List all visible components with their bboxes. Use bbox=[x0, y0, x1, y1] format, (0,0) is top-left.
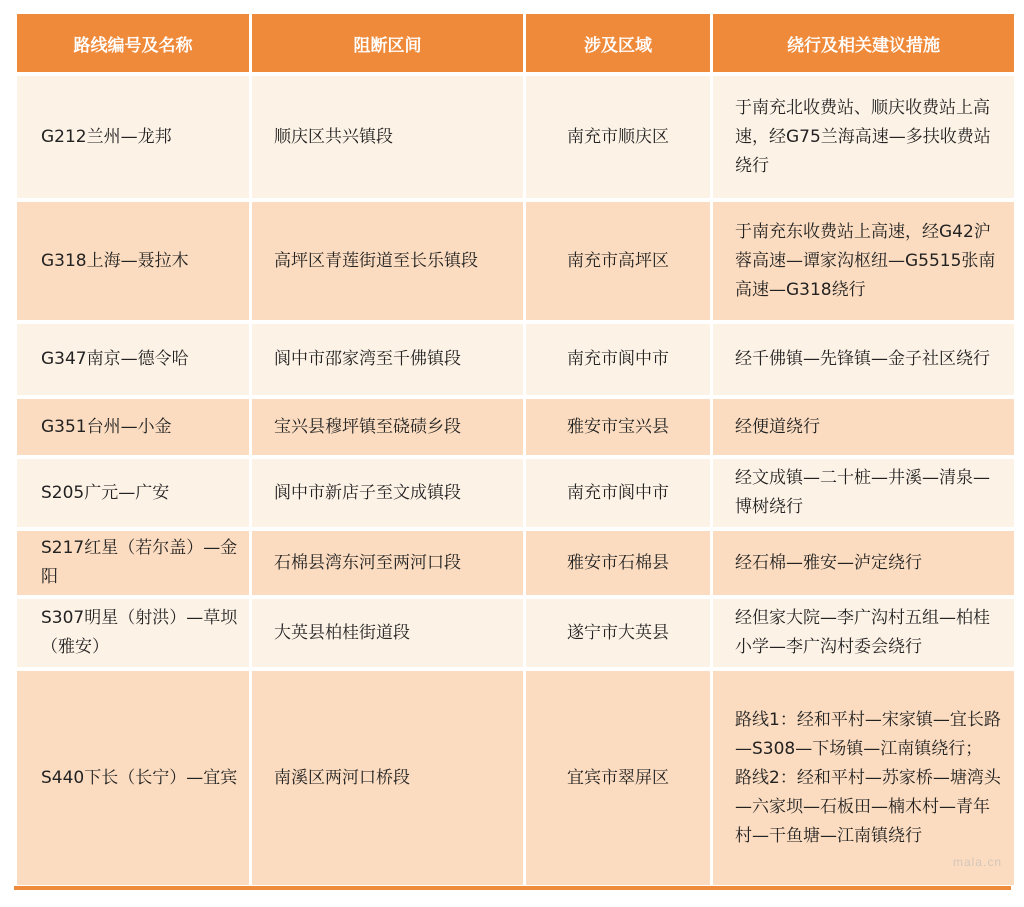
cell-detour: 于南充东收费站上高速，经G42沪蓉高速—谭家沟枢纽—G5515张南高速—G318绕行 bbox=[713, 202, 1014, 324]
cell-section: 阆中市邵家湾至千佛镇段 bbox=[252, 324, 523, 399]
table-row bbox=[17, 531, 1014, 599]
cell-route: G351台州—小金 bbox=[17, 399, 249, 459]
cell-route: S217红星（若尔盖）—金阳 bbox=[17, 531, 249, 599]
cell-area: 南充市高坪区 bbox=[526, 202, 710, 324]
cell-detour: 经石棉—雅安—泸定绕行 bbox=[713, 531, 1014, 599]
table-row bbox=[17, 76, 1014, 202]
header-detour: 绕行及相关建议措施 bbox=[713, 14, 1014, 76]
cell-route: G212兰州—龙邦 bbox=[17, 76, 249, 202]
cell-area: 宜宾市翠屏区 bbox=[526, 671, 710, 889]
cell-detour: 经便道绕行 bbox=[713, 399, 1014, 459]
cell-detour: 经但家大院—李广沟村五组—柏桂小学—李广沟村委会绕行 bbox=[713, 599, 1014, 671]
table-row bbox=[17, 599, 1014, 671]
cell-detour: 于南充北收费站、顺庆收费站上高速，经G75兰海高速—多扶收费站绕行 bbox=[713, 76, 1014, 202]
cell-route: S205广元—广安 bbox=[17, 459, 249, 531]
header-section: 阻断区间 bbox=[252, 14, 523, 76]
table-row bbox=[17, 459, 1014, 531]
table-row bbox=[17, 399, 1014, 459]
cell-section: 高坪区青莲街道至长乐镇段 bbox=[252, 202, 523, 324]
cell-section: 宝兴县穆坪镇至硗碛乡段 bbox=[252, 399, 523, 459]
cell-section: 石棉县湾东河至两河口段 bbox=[252, 531, 523, 599]
cell-area: 遂宁市大英县 bbox=[526, 599, 710, 671]
header-area: 涉及区域 bbox=[526, 14, 710, 76]
cell-route: G318上海—聂拉木 bbox=[17, 202, 249, 324]
table-row bbox=[17, 671, 1014, 889]
cell-section: 大英县柏桂街道段 bbox=[252, 599, 523, 671]
cell-area: 雅安市石棉县 bbox=[526, 531, 710, 599]
cell-section: 顺庆区共兴镇段 bbox=[252, 76, 523, 202]
cell-section: 南溪区两河口桥段 bbox=[252, 671, 523, 889]
cell-route: G347南京—德令哈 bbox=[17, 324, 249, 399]
cell-detour: 经千佛镇—先锋镇—金子社区绕行 bbox=[713, 324, 1014, 399]
cell-area: 南充市阆中市 bbox=[526, 324, 710, 399]
table-row bbox=[17, 202, 1014, 324]
cell-route: S440下长（长宁）—宜宾 bbox=[17, 671, 249, 889]
table-bottom-border bbox=[14, 886, 1011, 890]
cell-detour: 经文成镇—二十桩—井溪—清泉—博树绕行 bbox=[713, 459, 1014, 531]
cell-route: S307明星（射洪）—草坝（雅安） bbox=[17, 599, 249, 671]
cell-area: 雅安市宝兴县 bbox=[526, 399, 710, 459]
cell-detour: 路线1：经和平村—宋家镇—宜长路—S308—下场镇—江南镇绕行； 路线2：经和平村—苏家桥—塘湾头—六家坝—石板田—楠木村—青年村—干鱼塘—江南镇绕行 bbox=[713, 671, 1014, 889]
cell-area: 南充市顺庆区 bbox=[526, 76, 710, 202]
cell-area: 南充市阆中市 bbox=[526, 459, 710, 531]
road-closure-table bbox=[14, 14, 1017, 889]
table-row bbox=[17, 324, 1014, 399]
table-header-row bbox=[17, 14, 1014, 76]
header-route: 路线编号及名称 bbox=[17, 14, 249, 76]
watermark: mala.cn bbox=[952, 855, 1002, 869]
cell-section: 阆中市新店子至文成镇段 bbox=[252, 459, 523, 531]
